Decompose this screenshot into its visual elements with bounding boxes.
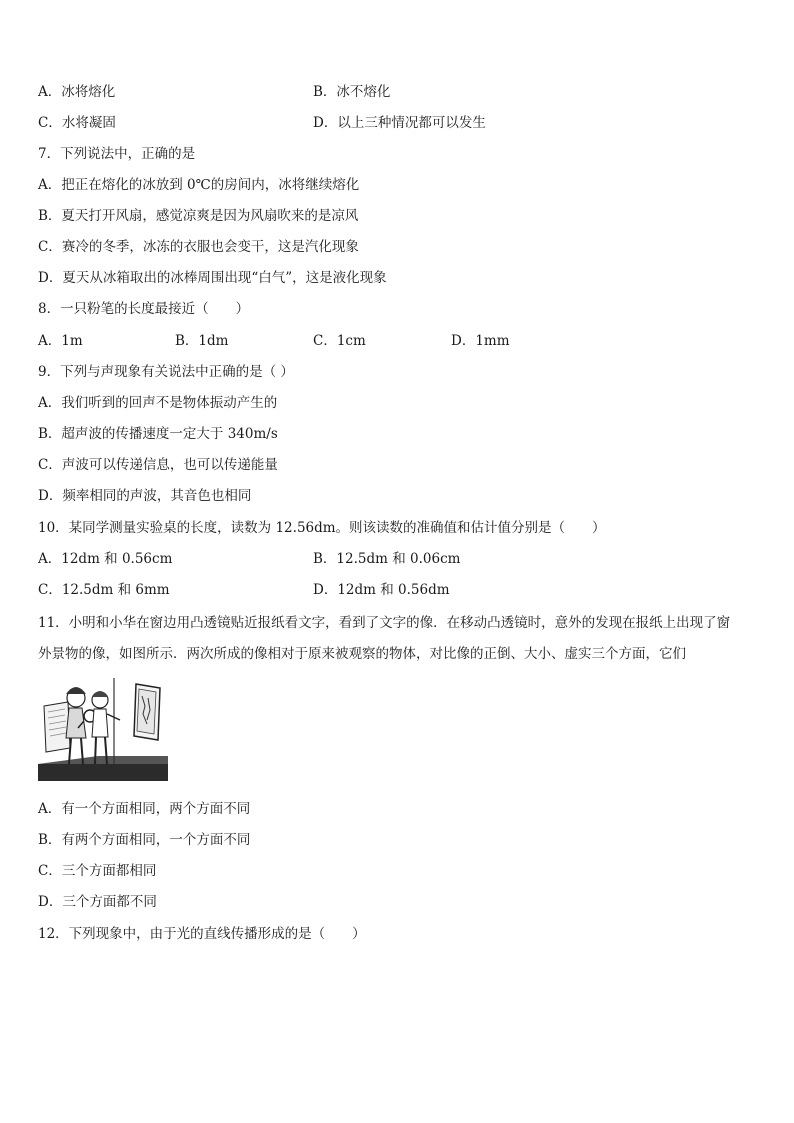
q9-option-d: D．频率相同的声波，其音色也相同 — [38, 488, 252, 504]
q8-stem: 8．一只粉笔的长度最接近（ ） — [38, 301, 250, 317]
q9-option-c: C．声波可以传递信息，也可以传递能量 — [38, 457, 278, 473]
q6-option-a: A．冰将熔化 — [38, 84, 116, 100]
q7-option-b: B．夏天打开风扇，感觉凉爽是因为风扇吹来的是凉风 — [38, 208, 359, 224]
q11-stem-line1: 11．小明和小华在窗边用凸透镜贴近报纸看文字，看到了文字的像．在移动凸透镜时，意外的发现在报纸上出现了窗 — [38, 615, 731, 631]
q11-stem-line2: 外景物的像，如图所示．两次所成的像相对于原来被观察的物体，对比像的正倒、大小、虚实三个方面，它们 — [38, 646, 686, 662]
q8-option-a: A．1m — [38, 333, 83, 349]
q10-option-b: B．12.5dm 和 0.06cm — [313, 551, 461, 567]
q7-option-a: A．把正在熔化的冰放到 0℃的房间内，冰将继续熔化 — [38, 177, 360, 193]
q6-option-b: B．冰不熔化 — [313, 84, 391, 100]
q6-option-d: D．以上三种情况都可以发生 — [313, 115, 486, 131]
q11-lens-window-illustration — [38, 676, 168, 781]
q10-stem: 10．某同学测量实验桌的长度，读数为 12.56dm。则该读数的准确值和估计值分别是（ ） — [38, 520, 606, 536]
q9-option-b: B．超声波的传播速度一定大于 340m/s — [38, 426, 278, 442]
q7-stem: 7．下列说法中，正确的是 — [38, 146, 196, 162]
q8-option-b: B．1dm — [175, 333, 229, 349]
q11-option-b: B．有两个方面相同，一个方面不同 — [38, 832, 251, 848]
q9-stem: 9．下列与声现象有关说法中正确的是（ ） — [38, 364, 294, 380]
q10-option-a: A．12dm 和 0.56cm — [38, 551, 173, 567]
q11-option-d: D．三个方面都不同 — [38, 894, 157, 910]
q9-option-a: A．我们听到的回声不是物体振动产生的 — [38, 395, 278, 411]
q7-option-c: C．赛冷的冬季，冰冻的衣服也会变干，这是汽化现象 — [38, 239, 359, 255]
q10-option-d: D．12dm 和 0.56dm — [313, 582, 450, 598]
q11-option-c: C．三个方面都相同 — [38, 863, 157, 879]
q11-option-a: A．有一个方面相同，两个方面不同 — [38, 801, 251, 817]
q6-option-c: C．水将凝固 — [38, 115, 116, 131]
q12-stem: 12．下列现象中，由于光的直线传播形成的是（ ） — [38, 926, 366, 942]
q7-option-d: D．夏天从冰箱取出的冰棒周围出现“白气”，这是液化现象 — [38, 270, 387, 286]
q10-option-c: C．12.5dm 和 6mm — [38, 582, 170, 598]
q8-option-d: D．1mm — [451, 333, 510, 349]
q8-option-c: C．1cm — [313, 333, 366, 349]
